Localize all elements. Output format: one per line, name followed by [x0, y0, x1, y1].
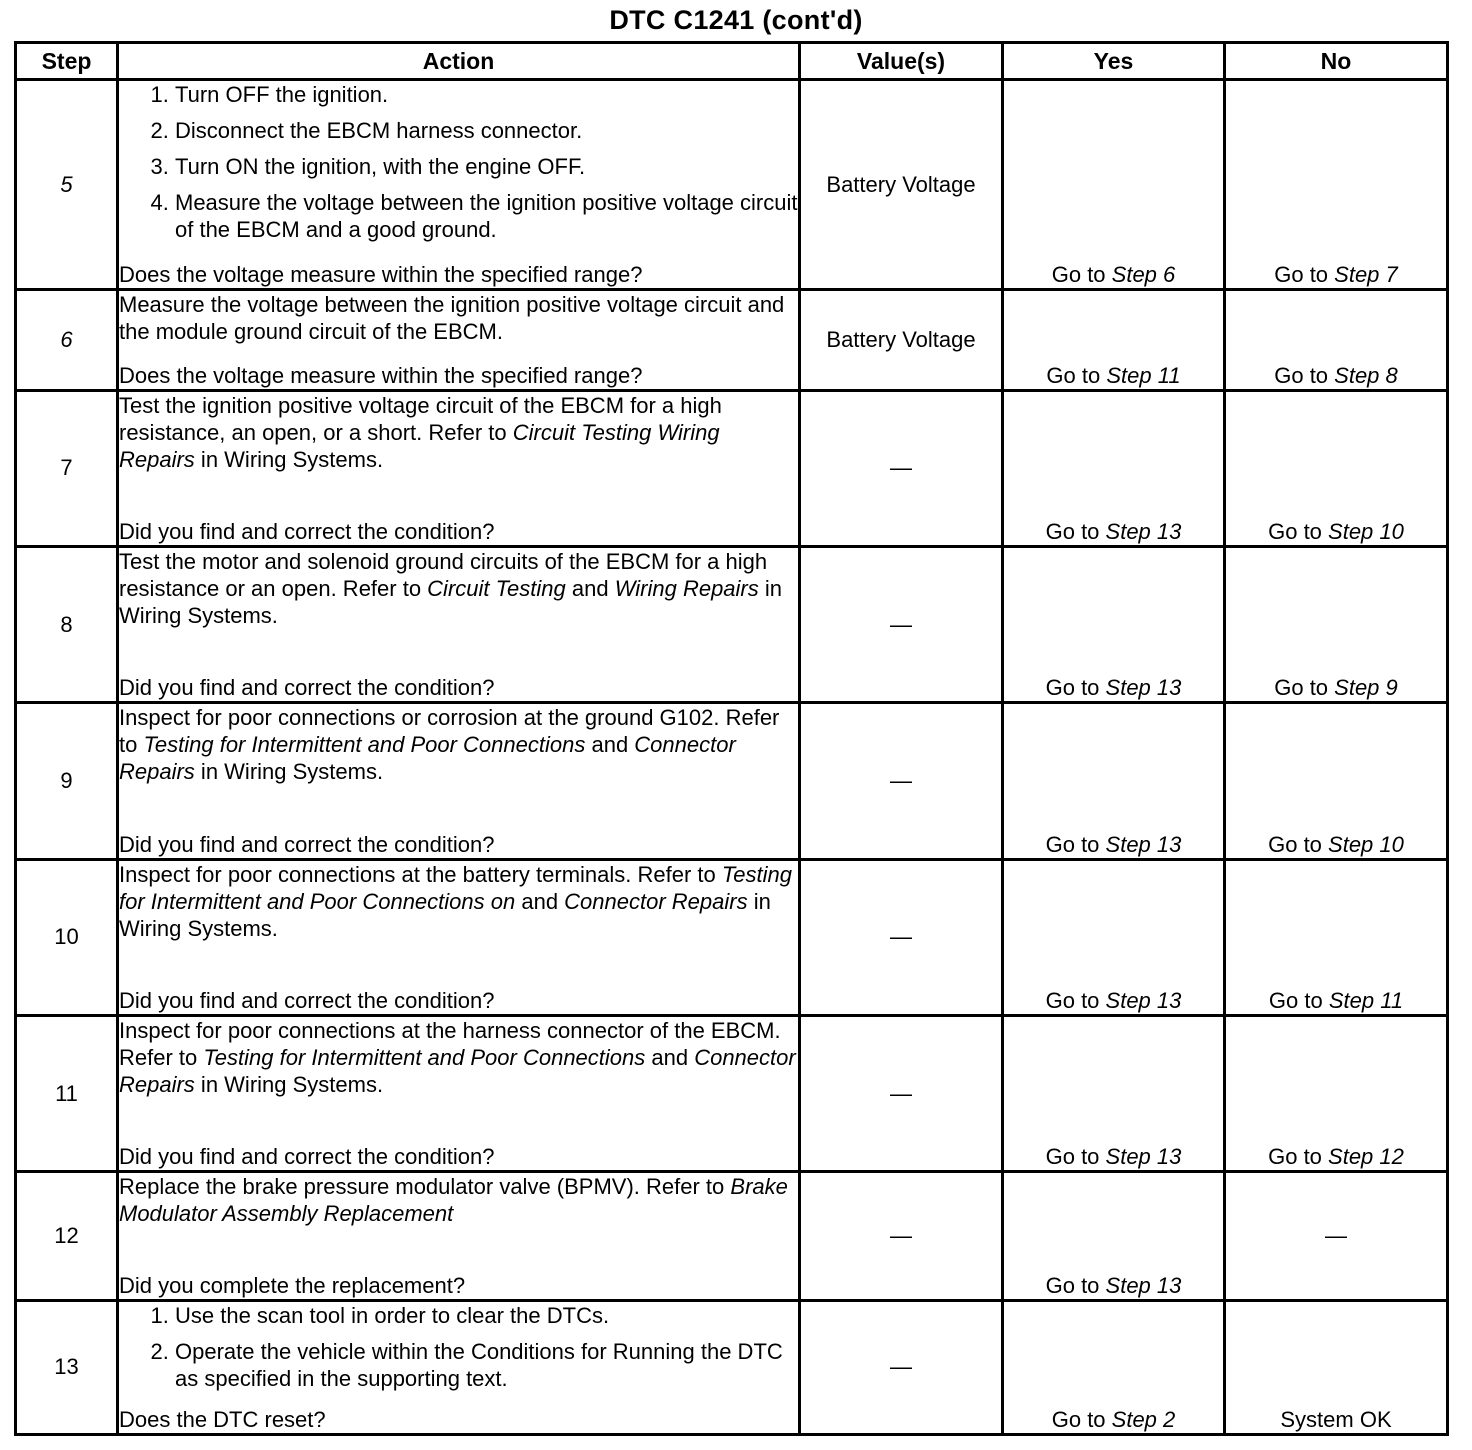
reference-circuit-testing: Circuit Testing — [512, 419, 652, 445]
no-cell — [1225, 859, 1448, 1015]
diagnostic-table — [14, 41, 1449, 1436]
yes-step-link: Step 13 — [1105, 1144, 1182, 1170]
action-question: Did you find and correct the condition? — [119, 988, 495, 1014]
yes-cell — [1003, 1016, 1225, 1172]
no-prefix: Go to — [1268, 831, 1329, 857]
table-row — [16, 1172, 1448, 1300]
table-header-row — [16, 43, 1448, 80]
value-cell: — — [800, 859, 1003, 1015]
no-cell: System OK — [1225, 1300, 1448, 1434]
table-row — [16, 703, 1448, 859]
value-cell: — — [800, 1300, 1003, 1434]
action-question: Did you find and correct the condition? — [119, 519, 495, 545]
action-text-part: Test the ignition positive voltage circuit of the EBCM for a high resistance, an open, or a short. Refer to — [119, 392, 722, 445]
action-cell — [118, 290, 800, 390]
no-prefix: Go to — [1274, 262, 1335, 288]
step-number: 7 — [16, 390, 118, 546]
yes-cell — [1003, 80, 1225, 290]
action-cell — [118, 1300, 800, 1434]
yes-cell — [1003, 1172, 1225, 1300]
value-cell: — — [800, 703, 1003, 859]
no-cell — [1225, 390, 1448, 546]
no-step-link: Step 9 — [1334, 675, 1398, 701]
action-text — [119, 1173, 798, 1227]
action-text-part: Replace the brake pressure modulator valve (BPMV). Refer to — [119, 1174, 731, 1200]
action-text-part: in Wiring Systems. — [194, 446, 384, 472]
no-step-link: Step 11 — [1328, 988, 1404, 1014]
yes-prefix: Go to — [1045, 831, 1106, 857]
action-question: Did you find and correct the condition? — [119, 831, 495, 857]
step-number: 12 — [16, 1172, 118, 1300]
action-text — [119, 392, 798, 473]
no-prefix: Go to — [1268, 988, 1329, 1014]
action-steps-list — [119, 81, 798, 249]
action-text — [119, 548, 798, 629]
action-text-part: and — [645, 1045, 695, 1071]
no-step-link: Step 7 — [1334, 262, 1398, 288]
yes-step-link: Step 6 — [1111, 262, 1176, 288]
value-cell: Battery Voltage — [800, 80, 1003, 290]
yes-prefix: Go to — [1045, 988, 1106, 1014]
header-yes: Yes — [1003, 43, 1225, 80]
action-text — [119, 1017, 798, 1098]
yes-prefix: Go to — [1051, 262, 1112, 288]
action-text — [119, 861, 798, 942]
action-text-part: Inspect for poor connections at the battery terminals. Refer to — [119, 861, 722, 887]
reference-bpmv-replacement: Brake Modulator Assembly Replacement — [119, 1174, 788, 1227]
action-question: Does the voltage measure within the specified range? — [119, 262, 643, 288]
yes-cell — [1003, 547, 1225, 703]
action-cell — [118, 1172, 800, 1300]
no-step-link: Step 8 — [1334, 362, 1398, 388]
action-cell — [118, 547, 800, 703]
yes-cell — [1003, 703, 1225, 859]
action-step: 1. Use the scan tool in order to clear the DTCs. — [175, 1302, 798, 1329]
action-text-part: in Wiring Systems. — [119, 888, 771, 941]
yes-prefix: Go to — [1045, 675, 1106, 701]
action-step: 4. Measure the voltage between the ignition positive voltage circuit of the EBCM and a good ground. — [175, 189, 798, 243]
step-number: 9 — [16, 703, 118, 859]
action-text-part: Test the motor and solenoid ground circuits of the EBCM for a high resistance or an open. Refer to — [119, 549, 768, 602]
header-value: Value(s) — [800, 43, 1003, 80]
reference-connector-repairs: Connector Repairs — [564, 888, 748, 914]
no-cell — [1225, 290, 1448, 390]
action-question: Did you complete the replacement? — [119, 1272, 466, 1298]
action-text-part: and — [585, 732, 635, 758]
yes-step-link: Step 13 — [1105, 519, 1182, 545]
no-step-link: Step 10 — [1328, 831, 1404, 857]
value-cell: Battery Voltage — [800, 290, 1003, 390]
value-cell: — — [800, 390, 1003, 546]
step-number: 5 — [16, 80, 118, 290]
yes-cell — [1003, 1300, 1225, 1434]
action-question: Does the DTC reset? — [119, 1407, 326, 1432]
action-text-part: in Wiring Systems. — [119, 576, 783, 629]
header-step: Step — [16, 43, 118, 80]
no-cell — [1225, 80, 1448, 290]
action-cell — [118, 703, 800, 859]
yes-cell — [1003, 859, 1225, 1015]
reference-wiring-repairs: Wiring Repairs — [119, 419, 720, 472]
action-step: 3. Turn ON the ignition, with the engine OFF. — [175, 153, 798, 180]
table-row — [16, 290, 1448, 390]
no-prefix: Go to — [1268, 519, 1329, 545]
reference-intermittent-testing: Testing for Intermittent and Poor Connections — [203, 1045, 646, 1071]
no-step-link: Step 12 — [1328, 1144, 1404, 1170]
action-question: Did you find and correct the condition? — [119, 675, 495, 701]
step-number: 8 — [16, 547, 118, 703]
action-cell — [118, 80, 800, 290]
action-step: 1. Turn OFF the ignition. — [175, 81, 798, 108]
yes-prefix: Go to — [1045, 1144, 1106, 1170]
value-cell: — — [800, 547, 1003, 703]
reference-connector-repairs: Connector Repairs — [119, 1045, 796, 1098]
action-steps-list — [119, 1302, 798, 1398]
reference-intermittent-testing: Testing for Intermittent and Poor Connections — [143, 732, 586, 758]
yes-prefix: Go to — [1046, 362, 1107, 388]
yes-step-link: Step 13 — [1105, 988, 1182, 1014]
table-row — [16, 80, 1448, 290]
yes-prefix: Go to — [1051, 1407, 1112, 1432]
action-step: 2. Disconnect the EBCM harness connector. — [175, 117, 798, 144]
no-cell — [1225, 1016, 1448, 1172]
action-text-part: Inspect for poor connections at the harness connector of the EBCM. Refer to — [119, 1018, 781, 1071]
no-prefix: Go to — [1274, 675, 1335, 701]
step-number: 6 — [16, 290, 118, 390]
reference-wiring-repairs: Wiring Repairs — [614, 576, 759, 602]
reference-circuit-testing: Circuit Testing — [427, 576, 566, 602]
no-cell — [1225, 703, 1448, 859]
yes-step-link: Step 13 — [1105, 675, 1182, 701]
action-question: Does the voltage measure within the specified range? — [119, 362, 643, 388]
header-no: No — [1225, 43, 1448, 80]
step-number: 13 — [16, 1300, 118, 1434]
page-title: DTC C1241 (cont'd) — [609, 5, 863, 35]
value-cell: — — [800, 1016, 1003, 1172]
header-action: Action — [118, 43, 800, 80]
action-cell — [118, 1016, 800, 1172]
no-step-link: Step 10 — [1328, 519, 1404, 545]
action-text-part: and — [565, 576, 615, 602]
action-text-part: in Wiring Systems. — [194, 1072, 384, 1098]
yes-step-link: Step 11 — [1106, 362, 1181, 388]
step-number: 10 — [16, 859, 118, 1015]
table-row — [16, 1016, 1448, 1172]
yes-cell — [1003, 390, 1225, 546]
yes-cell — [1003, 290, 1225, 390]
value-cell: — — [800, 1172, 1003, 1300]
table-row — [16, 859, 1448, 1015]
yes-prefix: Go to — [1045, 519, 1106, 545]
yes-step-link: Step 2 — [1111, 1407, 1176, 1432]
no-cell — [1225, 547, 1448, 703]
action-text-part: Inspect for poor connections or corrosion at the ground G102. Refer to — [119, 705, 780, 758]
table-row — [16, 1300, 1448, 1434]
yes-step-link: Step 13 — [1105, 831, 1182, 857]
action-step: 2. Operate the vehicle within the Conditions for Running the DTC as specified in the supporting text. — [175, 1338, 798, 1392]
no-prefix: Go to — [1274, 362, 1335, 388]
reference-intermittent-testing: Testing for Intermittent and Poor Connections on — [119, 861, 792, 914]
action-text: Measure the voltage between the ignition positive voltage circuit and the module ground circuit of the EBCM. — [119, 292, 785, 345]
action-question: Did you find and correct the condition? — [119, 1144, 495, 1170]
no-cell: — — [1225, 1172, 1448, 1300]
action-text — [119, 704, 798, 785]
action-text-part: and — [515, 888, 565, 914]
table-row — [16, 390, 1448, 546]
action-cell — [118, 859, 800, 1015]
yes-step-link: Step 13 — [1105, 1272, 1182, 1298]
step-number: 11 — [16, 1016, 118, 1172]
action-cell — [118, 390, 800, 546]
reference-connector-repairs: Connector Repairs — [119, 732, 736, 785]
no-prefix: Go to — [1268, 1144, 1329, 1170]
table-row — [16, 547, 1448, 703]
yes-prefix: Go to — [1045, 1272, 1106, 1298]
action-text-part: in Wiring Systems. — [194, 759, 384, 785]
